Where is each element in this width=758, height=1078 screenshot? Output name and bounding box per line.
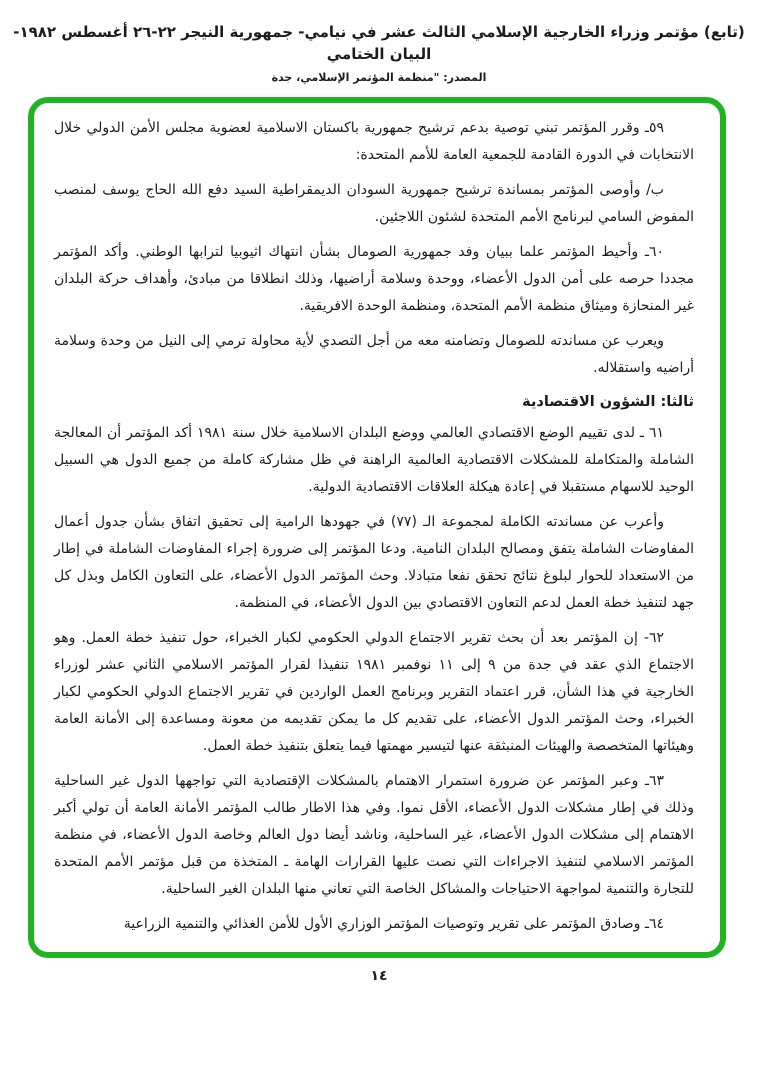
paragraph: ٦٢- إن المؤتمر بعد أن بحث تقرير الاجتماع الدولي الحكومي لكبار الخبراء، حول تنفيذ خطة العمل. وهو الاجتماع الذي عقد في جدة من ٩ إلى ١١ نوفمبر ١٩٨١ تنفيذا لقرار المؤتمر الاسلامي الثاني عشر لوزراء الخارجية في هذا الشأن، قرر اعتماد التقرير وبرنامج العمل الواردين في تقرير الاجتماع الدولي الحكومي لكبار الخبراء، وحث المؤتمر الدول الأعضاء، على تقديم كل ما يمكن تقديمه من معونة ومساعدة إلى الأمانة العامة وهيئاتها المتخصصة والهيئات المنبثقة عنها لتيسير مهمتها فيما يتعلق بتنفيذ خطة العمل. xyxy=(54,629,694,754)
paragraph: ٦٤ـ وصادق المؤتمر على تقرير وتوصيات المؤتمر الوزاري الأول للأمن الغذائي والتنمية الزراعية xyxy=(123,915,664,932)
paragraph: وأعرب عن مساندته الكاملة لمجموعة الـ (٧٧) في جهودها الرامية إلى تحقيق اتفاق بشأن جدول أعمال المفاوضات الشاملة يتفق ومصالح البلدان النامية. ودعا المؤتمر إلى ضرورة إجراء المفاوضات الشاملة في إطار من الاستعداد للحوار لبلوغ نتائج تحقق نفعا متبادلا. وحث المؤتمر الدول الأعضاء، على التعاون الكامل وبذل كل جهد لتنفيذ خطة العمل لدعم التعاون الاقتصادي بين الدول الأعضاء، في المنظمة. xyxy=(54,513,694,611)
green-border-box xyxy=(28,97,726,958)
document-title: (تابع) مؤتمر وزراء الخارجية الإسلامي الثالث عشر في نيامي- جمهورية النيجر ٢٢-٢٦ أغسطس ١٩٨٢- البيان الختامي xyxy=(13,23,745,63)
paragraph: ٦٠ـ وأحيط المؤتمر علما ببيان وفد جمهورية الصومال بشأن انتهاك اثيوبيا لترابها الوطني. وأكد المؤتمر مجددا حرصه على أمن الدول الأعضاء، ووحدة وسلامة أراضيها، وذلك انطلاقا من مبادئ، وأهداف حركة البلدان غير المنحازة وميثاق منظمة الأمم المتحدة، ومنظمة الوحدة الافريقية. xyxy=(54,243,694,314)
paragraph: ويعرب عن مساندته للصومال وتضامنه معه من أجل التصدي لأية محاولة ترمي إلى النيل من وحدة وسلامة أراضيه واستقلاله. xyxy=(54,332,694,376)
document-header xyxy=(0,0,758,84)
paragraph: ٥٩ـ وقرر المؤتمر تبني توصية بدعم ترشيح جمهورية باكستان الاسلامية لعضوية مجلس الأمن الدولي خلال الانتخابات في الدورة القادمة للجمعية العامة للأمم المتحدة: xyxy=(54,119,694,163)
paragraph: ٦٣ـ وعبر المؤتمر عن ضرورة استمرار الاهتمام بالمشكلات الإقتصادية التي تواجهها الدول غير الساحلية وذلك في إطار مشكلات الدول الأعضاء، الأقل نموا. وفي هذا الاطار طالب المؤتمر الأمانة العامة أن تولي أكبر الاهتمام إلى مشكلات الدول الأعضاء، غير الساحلية، وناشد أيضا دول العالم وخاصة الدول الأعضاء، في منظمة المؤتمر الاسلامي لتنفيذ الاجراءات التي نصت عليها القرارات الهامة ـ المتخذة من قبل مؤتمر الأمم المتحدة للتجارة والتنمية لمواجهة الاحتياجات والمشاكل الخاصة التي تعاني منها البلدان الغير الساحلية. xyxy=(54,772,694,897)
page-number: ١٤ xyxy=(370,967,388,984)
paragraph: ب/ وأوصى المؤتمر بمساندة ترشيح جمهورية السودان الديمقراطية السيد دفع الله الحاج يوسف لمنصب المفوض السامي لبرنامج الأمم المتحدة لشئون اللاجئين. xyxy=(54,181,694,225)
paragraph: ٦١ ـ لدى تقييم الوضع الاقتصادي العالمي ووضع البلدان الاسلامية خلال سنة ١٩٨١ أكد المؤتمر أن المعالجة الشاملة والمتكاملة للمشكلات الاقتصادية العالمية الراهنة في ظل مشاركة كاملة من جميع الدول هي السبيل الوحيد للاسهام مستقبلا في إعادة هيكلة العلاقات الاقتصادية الدولية. xyxy=(54,424,694,495)
document-source: المصدر: "منظمة المؤتمر الإسلامي، جدة xyxy=(271,70,487,84)
section-heading: ثالثا: الشؤون الاقتصادية xyxy=(522,393,694,410)
document-body xyxy=(54,115,694,938)
